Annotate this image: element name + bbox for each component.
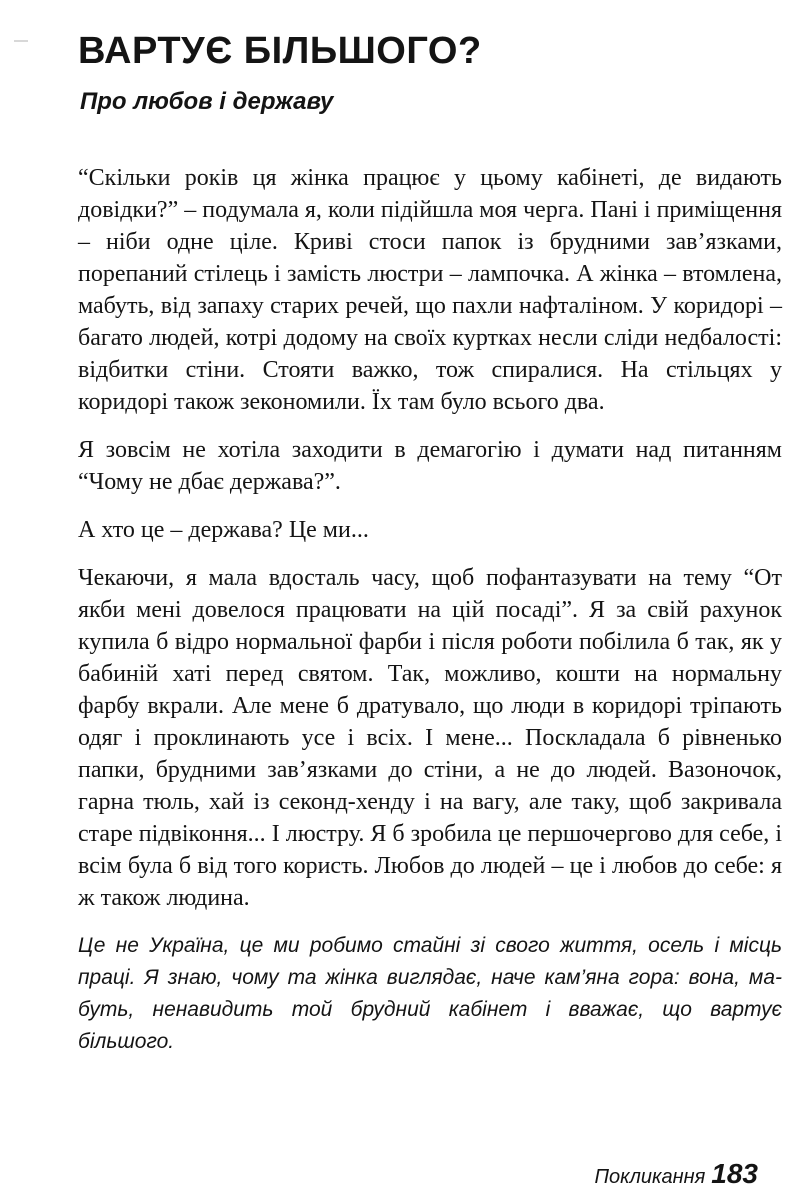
chapter-subtitle: Про любов і державу <box>80 88 334 115</box>
book-page <box>78 0 782 1200</box>
paragraph-1: “Скільки років ця жінка працює у цьому кабінеті, де видають довідки?” – подумала я, коли підійшла моя черга. Пані і приміщення – ніби одне ціле. Криві стоси папок із брудними зав’язками, порепаний стілець і замість люстри – лампочка. А жінка – втомлена, мабуть, від запаху старих речей, що пахли нафталіном. У коридорі – багато людей, котрі додому на своїх куртках несли сліди недбалості: відбитки стіни. Стояти важко, тож спиралися. На стільцях у коридорі також зекономили. Їх там було всього два. <box>78 165 782 415</box>
footer-section-title: Покликання <box>594 1166 706 1188</box>
scan-mark <box>14 40 28 42</box>
closing-paragraph: Це не Україна, це ми робимо стайні зі свого життя, осель і місць праці. Я знаю, чому та жінка виглядає, наче кам’яна гора: вона, мабуть, ненавидить той брудний кабінет і вважає, що вартує більшого. <box>78 934 782 1053</box>
page-footer <box>595 1158 758 1190</box>
article-body <box>78 162 782 1058</box>
chapter-title: ВАРТУЄ БІЛЬШОГО? <box>78 30 482 72</box>
paragraph-2: Я зовсім не хотіла заходити в демагогію і думати над питанням “Чому не дбає держава?”. <box>78 437 782 495</box>
paragraph-3: А хто це – держава? Це ми... <box>78 517 369 543</box>
paragraph-4: Чекаючи, я мала вдосталь часу, щоб пофантазувати на тему “От якби мені довелося працювати на цій посаді”. Я за свій рахунок купила б відро нормальної фарби і після роботи побілила б так, як у бабиній хаті перед святом. Так, можливо, кошти на нормальну фарбу вкрали. Але мене б дратувало, що люди в коридорі тріпають одяг і проклинають усе і всіх. І мене... Поскладала б рівненько папки, брудними зав’язками до стіни, а не до людей. Вазоночок, гарна тюль, хай із секонд-хенду і на вагу, але таку, щоб закривала старе підвіконня... І люстру. Я б зробила це першочергово для себе, і всім була б від того користь. Любов до людей – це і любов до себе: я ж також людина. <box>78 565 782 911</box>
page-number: 183 <box>711 1158 758 1189</box>
